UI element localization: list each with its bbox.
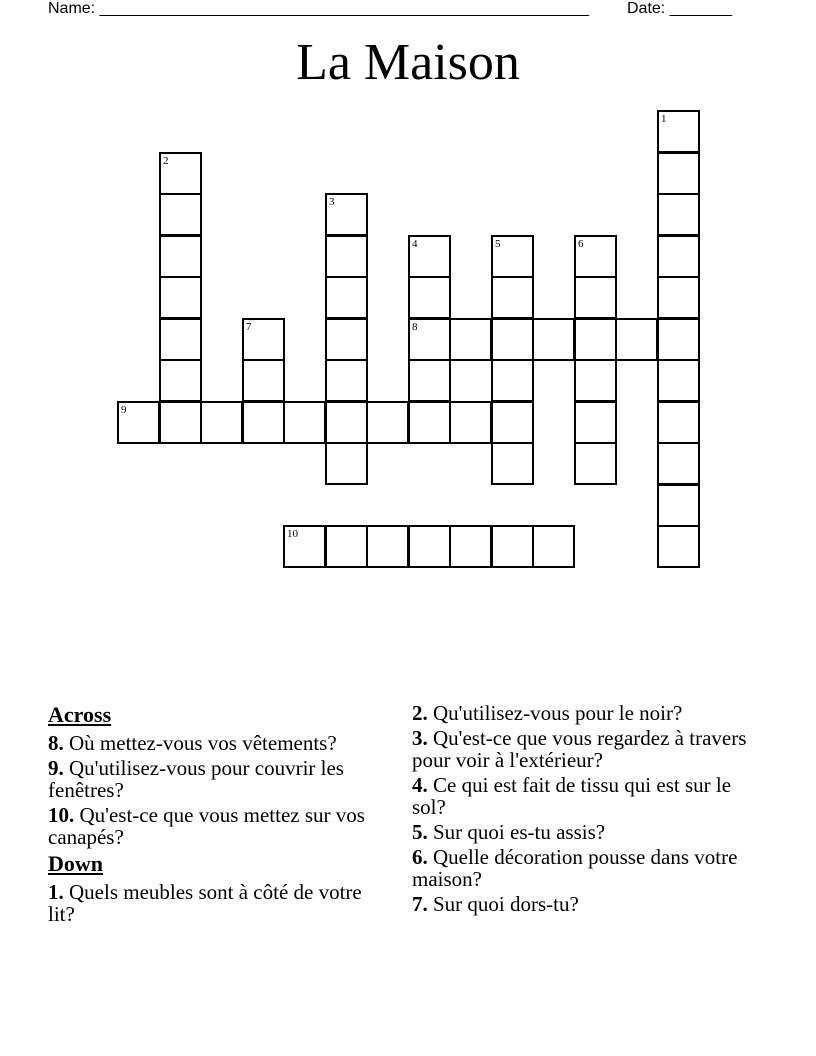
grid-cell[interactable] — [532, 318, 575, 361]
clue-number: 4. — [412, 773, 428, 797]
clue-down-2 — [412, 702, 757, 724]
grid-cell[interactable] — [242, 318, 285, 361]
across-heading: Across — [48, 702, 112, 727]
grid-cell[interactable] — [491, 359, 534, 402]
clue-text: Sur quoi dors-tu? — [433, 892, 579, 916]
clue-across-8 — [48, 732, 393, 754]
grid-cell[interactable] — [408, 401, 451, 444]
grid-cell[interactable] — [325, 235, 368, 278]
clue-text: Qu'utilisez-vous pour couvrir les fenêtres? — [48, 756, 344, 802]
grid-cell[interactable] — [325, 401, 368, 444]
clue-text: Qu'est-ce que vous regardez à travers pour voir à l'extérieur? — [412, 726, 747, 772]
grid-cell[interactable] — [574, 442, 617, 485]
clue-number: 9. — [48, 756, 64, 780]
clue-number: 5. — [412, 820, 428, 844]
clue-number: 6. — [412, 845, 428, 869]
clue-text: Sur quoi es-tu assis? — [433, 820, 606, 844]
grid-cell[interactable] — [657, 193, 700, 236]
grid-cell[interactable] — [159, 401, 202, 444]
grid-cell[interactable] — [325, 193, 368, 236]
grid-cell[interactable] — [242, 359, 285, 402]
clue-down-4 — [412, 774, 757, 818]
grid-cell[interactable] — [491, 318, 534, 361]
clue-number-label: 6 — [578, 238, 584, 250]
grid-cell[interactable] — [657, 359, 700, 402]
grid-cell[interactable] — [574, 359, 617, 402]
clue-text: Où mettez-vous vos vêtements? — [69, 731, 337, 755]
clues-left-column — [48, 702, 393, 928]
clue-number-label: 8 — [412, 321, 418, 333]
clue-number: 3. — [412, 726, 428, 750]
clue-number-label: 3 — [329, 196, 335, 208]
grid-cell[interactable] — [532, 525, 575, 568]
clue-number: 7. — [412, 892, 428, 916]
grid-cell[interactable] — [657, 152, 700, 195]
clue-number-label: 2 — [163, 155, 169, 167]
grid-cell[interactable] — [449, 525, 492, 568]
clue-number-label: 9 — [121, 404, 127, 416]
grid-cell[interactable] — [283, 401, 326, 444]
grid-cell[interactable] — [283, 525, 326, 568]
grid-cell[interactable] — [159, 318, 202, 361]
clue-number: 8. — [48, 731, 64, 755]
grid-cell[interactable] — [408, 235, 451, 278]
grid-cell[interactable] — [159, 276, 202, 319]
grid-cell[interactable] — [657, 525, 700, 568]
grid-cell[interactable] — [159, 235, 202, 278]
grid-cell[interactable] — [325, 525, 368, 568]
clue-number: 1. — [48, 880, 64, 904]
grid-cell[interactable] — [325, 442, 368, 485]
grid-cell[interactable] — [574, 401, 617, 444]
grid-cell[interactable] — [408, 525, 451, 568]
grid-cell[interactable] — [408, 276, 451, 319]
clue-text: Quelle décoration pousse dans votre maison? — [412, 845, 738, 891]
grid-cell[interactable] — [449, 401, 492, 444]
grid-cell[interactable] — [491, 525, 534, 568]
clue-number-label: 4 — [412, 238, 418, 250]
grid-cell[interactable] — [657, 110, 700, 153]
grid-cell[interactable] — [325, 276, 368, 319]
clue-text: Ce qui est fait de tissu qui est sur le sol? — [412, 773, 732, 819]
grid-cell[interactable] — [491, 442, 534, 485]
grid-cell[interactable] — [366, 525, 409, 568]
grid-cell[interactable] — [159, 359, 202, 402]
clue-number: 10. — [48, 803, 75, 827]
clue-text: Qu'utilisez-vous pour le noir? — [433, 701, 683, 725]
clue-number-label: 5 — [495, 238, 501, 250]
grid-cell[interactable] — [657, 401, 700, 444]
grid-cell[interactable] — [449, 318, 492, 361]
grid-cell[interactable] — [491, 235, 534, 278]
grid-cell[interactable] — [325, 318, 368, 361]
grid-cell[interactable] — [491, 276, 534, 319]
clue-number-label: 10 — [287, 528, 298, 540]
date-line[interactable]: Date: _______ — [627, 0, 732, 17]
grid-cell[interactable] — [242, 401, 285, 444]
grid-cell[interactable] — [657, 318, 700, 361]
clue-number-label: 7 — [246, 321, 252, 333]
clue-down-7 — [412, 893, 757, 915]
clue-down-1 — [48, 881, 393, 925]
clue-across-9 — [48, 757, 393, 801]
page-title: La Maison — [296, 34, 520, 91]
grid-cell[interactable] — [657, 484, 700, 527]
grid-cell[interactable] — [657, 235, 700, 278]
down-heading: Down — [48, 851, 104, 876]
clues-right-column — [412, 702, 757, 918]
grid-cell[interactable] — [657, 276, 700, 319]
grid-cell[interactable] — [117, 401, 160, 444]
name-line[interactable]: Name: _______________________________________________________ — [48, 0, 589, 17]
grid-cell[interactable] — [408, 359, 451, 402]
grid-cell[interactable] — [574, 276, 617, 319]
grid-cell[interactable] — [574, 235, 617, 278]
grid-cell[interactable] — [159, 193, 202, 236]
clue-number-label: 1 — [661, 113, 667, 125]
grid-cell[interactable] — [325, 359, 368, 402]
grid-cell[interactable] — [657, 442, 700, 485]
grid-cell[interactable] — [615, 318, 658, 361]
clue-number: 2. — [412, 701, 428, 725]
clue-across-10 — [48, 804, 393, 848]
clue-text: Qu'est-ce que vous mettez sur vos canapés? — [48, 803, 365, 849]
clue-down-3 — [412, 727, 757, 771]
grid-cell[interactable] — [408, 318, 451, 361]
grid-cell[interactable] — [491, 401, 534, 444]
grid-cell[interactable] — [200, 401, 243, 444]
clue-text: Quels meubles sont à côté de votre lit? — [48, 880, 362, 926]
grid-cell[interactable] — [159, 152, 202, 195]
grid-cell[interactable] — [574, 318, 617, 361]
clue-down-6 — [412, 846, 757, 890]
clue-down-5 — [412, 821, 757, 843]
grid-cell[interactable] — [366, 401, 409, 444]
